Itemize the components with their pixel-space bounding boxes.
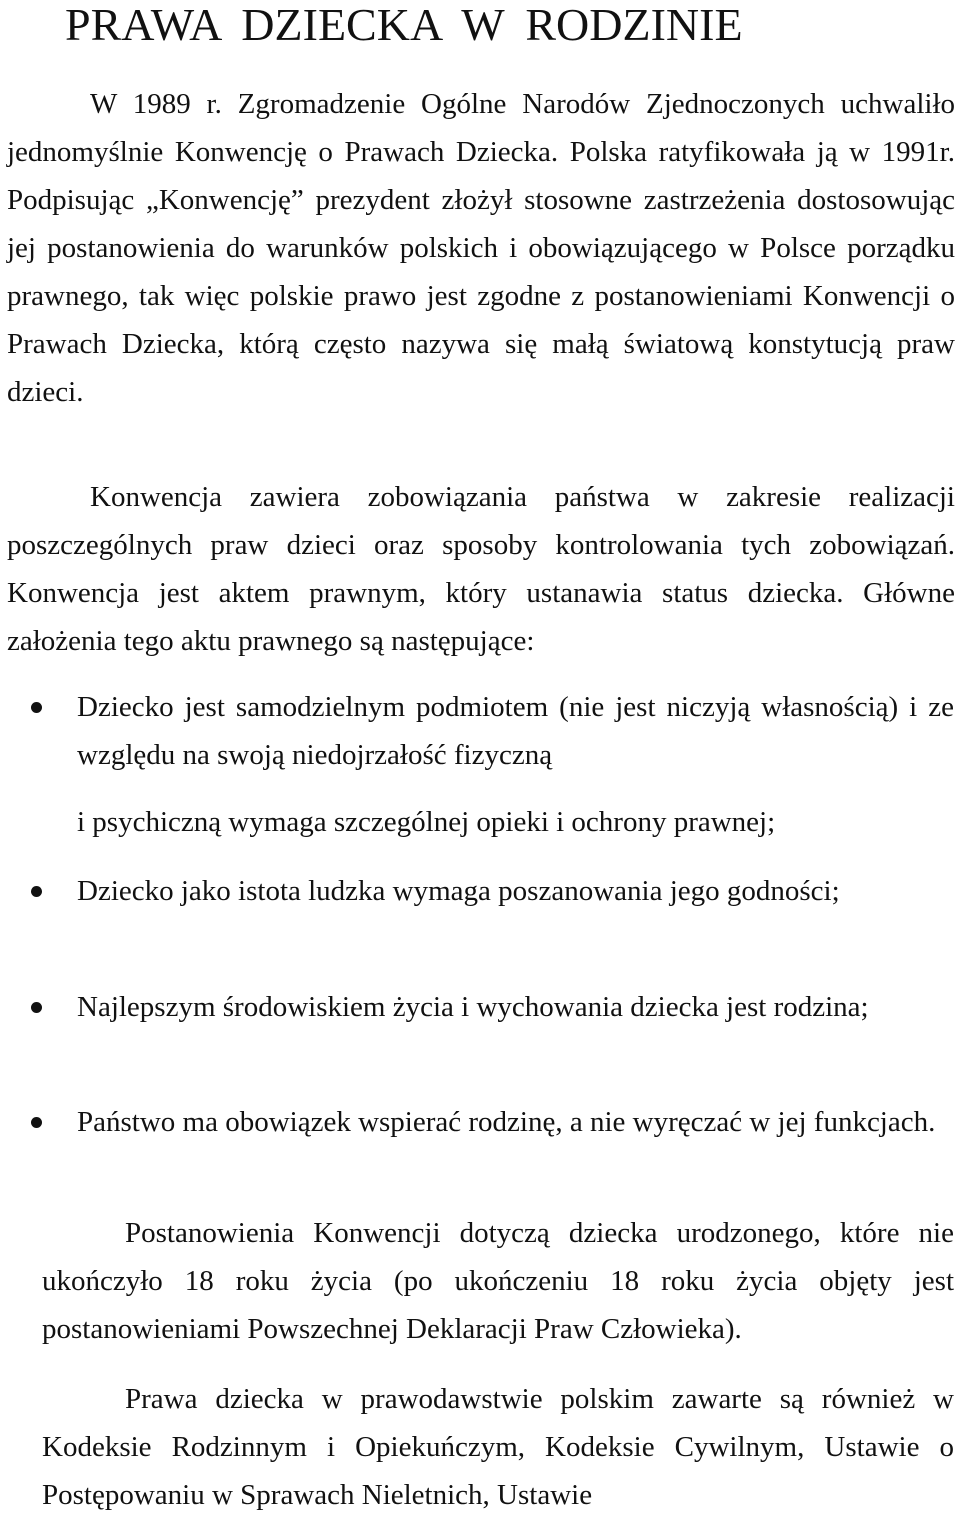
bullet-dot-icon bbox=[31, 886, 42, 897]
bullet-dot-icon bbox=[31, 702, 42, 713]
paragraph-scope: Postanowienia Konwencji dotyczą dziecka urodzonego, które nie ukończyło 18 roku życia (po ukończeniu 18 roku życia objęty jest postanowieniami Powszechnej Deklaracji Praw Człowieka). bbox=[42, 1217, 954, 1345]
list-item-text: i psychiczną wymaga szczególnej opieki i ochrony prawnej; bbox=[77, 806, 776, 838]
bullet-dot-icon bbox=[31, 1002, 42, 1013]
list-item-text: Państwo ma obowiązek wspierać rodzinę, a nie wyręczać w jej funkcjach. bbox=[77, 1106, 936, 1138]
list-item-text: Najlepszym środowiskiem życia i wychowania dziecka jest rodzina; bbox=[77, 991, 869, 1023]
list-item-continuation bbox=[77, 798, 954, 846]
paragraph-convention-obligations: Konwencja zawiera zobowiązania państwa w zakresie realizacji poszczególnych praw dzieci oraz sposoby kontrolowania tych zobowiązań. Konwencja jest aktem prawnym, który ustanawia status dziecka. Główne założenia tego aktu prawnego są następujące: bbox=[7, 481, 955, 657]
document-title: PRAWA DZIECKA W RODZINIE bbox=[65, 0, 743, 50]
list-item bbox=[77, 983, 954, 1031]
list-item bbox=[77, 683, 954, 779]
paragraph-convention-history: W 1989 r. Zgromadzenie Ogólne Narodów Zjednoczonych uchwaliło jednomyślnie Konwencję o Prawach Dziecka. Polska ratyfikowała ją w 1991r. Podpisując „Konwencję” prezydent złożył stosowne zastrzeżenia dostosowując jej postanowienia do warunków polskich i obowiązującego w Polsce porządku prawnego, tak więc polskie prawo jest zgodne z postanowieniami Konwencji o Prawach Dziecka, którą często nazywa się małą światową konstytucją praw dzieci. bbox=[7, 88, 955, 408]
paragraph-polish-law: Prawa dziecka w prawodawstwie polskim zawarte są również w Kodeksie Rodzinnym i Opiekuńczym, Kodeksie Cywilnym, Ustawie o Postępowaniu w Sprawach Nieletnich, Ustawie bbox=[42, 1383, 954, 1511]
list-item-text: Dziecko jest samodzielnym podmiotem (nie jest niczyją własnością) i ze względu na swoją niedojrzałość fizyczną bbox=[77, 691, 954, 771]
bullet-dot-icon bbox=[31, 1117, 42, 1128]
list-item bbox=[77, 1098, 954, 1146]
list-item-text: Dziecko jako istota ludzka wymaga poszanowania jego godności; bbox=[77, 875, 840, 907]
list-item bbox=[77, 867, 954, 915]
